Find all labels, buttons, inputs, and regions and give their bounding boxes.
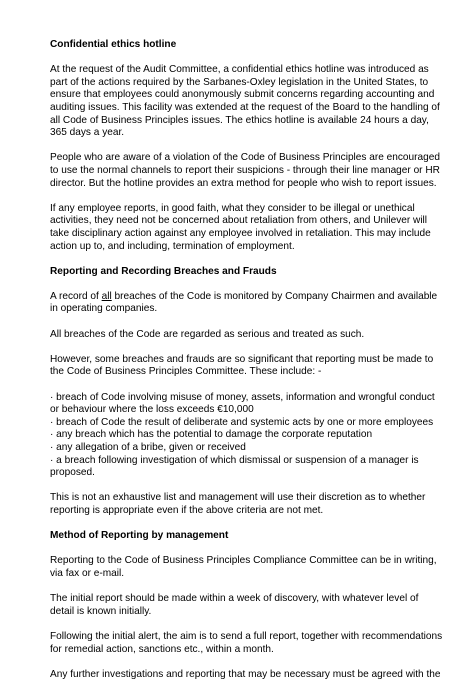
list-item [50, 391, 435, 417]
text-line: Reporting to the Code of Business Principles Compliance Committee can be in writing, [50, 555, 437, 567]
text-line: ensure that employees could anonymously submit concerns regarding accounting and [50, 89, 435, 101]
text-line [50, 290, 438, 304]
paragraph-further-investigations [50, 668, 441, 681]
text-line: proposed. [50, 467, 95, 479]
text-line: action up to, and including, termination of employment. [50, 240, 295, 252]
text-line: the Code of Business Principles Committee. These include: - [50, 366, 322, 378]
text-line: auditing issues. This facility was extended at the request of the Board to the handling of [50, 101, 440, 113]
text-line: activities, they need not be concerned about retaliation from others, and Unilever will [50, 215, 428, 227]
text-line: Any further investigations and reporting that may be necessary must be agreed with the [50, 668, 441, 680]
text-fragment: A record of [50, 290, 102, 302]
text-line: · a breach following investigation of which dismissal or suspension of a manager is [50, 454, 419, 466]
text-line: director. But the hotline provides an extra method for people who wish to report issues. [50, 177, 437, 189]
paragraph-reporting-channels [50, 555, 437, 580]
text-line: 365 days a year. [50, 127, 125, 139]
text-line: · breach of Code the result of deliberate and systemic acts by one or more employees [50, 416, 434, 428]
text-line: · any allegation of a bribe, given or received [50, 442, 246, 453]
paragraph-not-exhaustive [50, 492, 426, 517]
list-item [50, 442, 412, 455]
section-heading-method-of-reporting: Method of Reporting by management [50, 530, 229, 542]
paragraph-significant-breaches [50, 353, 434, 379]
text-line: reporting is appropriate even if the above criteria are not met. [50, 504, 324, 516]
breach-criteria-list [50, 391, 435, 480]
paragraph-record-of-breaches [50, 290, 438, 316]
list-item [50, 416, 434, 430]
section-heading-breaches: Reporting and Recording Breaches and Frauds [50, 265, 277, 277]
text-line: However, some breaches and frauds are so significant that reporting must be made to [50, 353, 434, 365]
list-item [50, 454, 419, 480]
text-line: The initial report should be made within a week of discovery, with whatever level of [50, 593, 419, 605]
text-fragment: breaches of the Code is monitored by Company Chairmen and available [111, 290, 438, 302]
text-line: All breaches of the Code are regarded as serious and treated as such. [50, 328, 365, 340]
text-line: At the request of the Audit Committee, a confidential ethics hotline was introduced as [50, 64, 429, 76]
text-line: Following the initial alert, the aim is to send a full report, together with recommendations [50, 630, 443, 642]
text-line: via fax or e-mail. [50, 567, 125, 579]
text-line: or behaviour where the loss exceeds €10,000 [50, 404, 254, 416]
underlined-word: all [101, 290, 112, 302]
text-line: to use the normal channels to report their suspicions - through their line manager or HR [50, 164, 440, 176]
text-line: · breach of Code involving misuse of money, assets, information and wrongful conduct [50, 391, 435, 403]
paragraph-retaliation [50, 202, 431, 253]
paragraph-initial-report [50, 593, 419, 618]
text-line: in operating companies. [50, 303, 158, 315]
text-line: all Code of Business Principles issues. The ethics hotline is available 24 hours a day, [50, 114, 429, 126]
text-line: · any breach which has the potential to damage the corporate reputation [50, 429, 373, 441]
paragraph-hotline-intro [50, 64, 440, 140]
text-line: take disciplinary action against any employee involved in retaliation. This may include [50, 227, 431, 239]
section-heading-ethics-hotline: Confidential ethics hotline [50, 39, 177, 50]
paragraph-full-report [50, 630, 443, 656]
text-line: part of the actions required by the Sarbanes-Oxley legislation in the United States, to [50, 76, 429, 88]
text-line: detail is known initially. [50, 605, 152, 617]
paragraph-normal-channels [50, 152, 440, 190]
text-line: for remedial action, sanctions etc., within a month. [50, 643, 274, 655]
list-item [50, 429, 412, 442]
text-line: People who are aware of a violation of the Code of Business Principles are encouraged [50, 152, 440, 164]
text-line: This is not an exhaustive list and management will use their discretion as to whether [50, 492, 426, 504]
text-line: If any employee reports, in good faith, what they consider to be illegal or unethical [50, 202, 415, 214]
paragraph-serious-breaches [50, 329, 412, 342]
